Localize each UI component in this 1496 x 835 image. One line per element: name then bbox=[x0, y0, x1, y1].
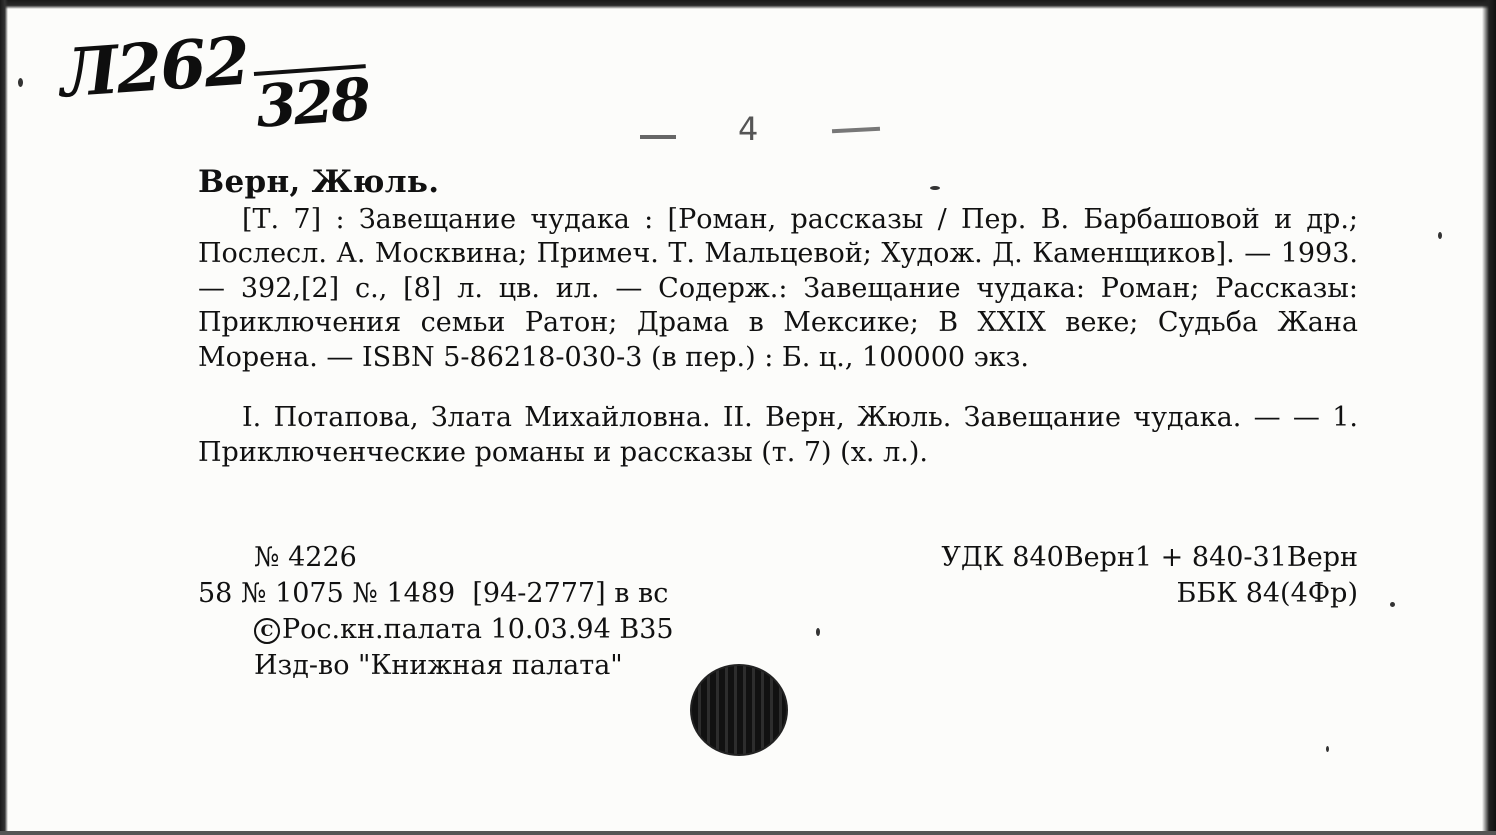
udk-line: УДК 840Верн1 + 840-31Верн bbox=[941, 542, 1358, 573]
card-bottom-edge bbox=[0, 831, 1496, 835]
bbk-line: ББК 84(4Фр) bbox=[1176, 578, 1358, 609]
scan-speck bbox=[18, 78, 23, 87]
card-top-edge bbox=[0, 0, 1496, 9]
card-right-edge bbox=[1482, 0, 1496, 835]
handwritten-shelf-number: 328 bbox=[253, 65, 371, 141]
registry-block bbox=[198, 540, 674, 684]
bibliographic-entry bbox=[198, 165, 1358, 497]
dash-mark bbox=[640, 135, 676, 139]
scan-speck bbox=[930, 186, 940, 190]
scan-speck bbox=[1390, 602, 1395, 607]
description-text: [Т. 7] : Завещание чудака : [Роман, рассказы / Пер. В. Барбашовой и др.; Послесл. А. Москвина; Примеч. Т. Мальцевой; Худож. Д. Каменщиков]. — 1993. — 392,[2] с., [8] л. цв. ил. — Содерж.: Завещание чудака: Роман; Рассказы: Приключения семьи Ратон; Драма в Мексике; В XXIX веке; Судьба Жана Морена. — ISBN 5-86218-030-3 (в пер.) : Б. ц., 100000 экз. bbox=[198, 203, 1358, 373]
chamber-text: Рос.кн.палата 10.03.94 В35 bbox=[282, 614, 674, 645]
card-left-edge bbox=[0, 0, 8, 835]
handwritten-shelf-mark: Л262 bbox=[57, 21, 251, 113]
author-heading: Верн, Жюль. bbox=[198, 164, 440, 200]
punch-hole bbox=[692, 666, 786, 754]
publisher-line: Изд-во "Книжная палата" bbox=[254, 650, 623, 681]
scan-speck bbox=[816, 628, 820, 636]
scan-speck bbox=[1438, 232, 1442, 239]
page-number: 4 bbox=[738, 110, 759, 148]
record-number: № 4226 bbox=[254, 542, 357, 573]
registry-line: 58 № 1075 № 1489 [94-2777] в вс bbox=[198, 578, 669, 609]
tracings-text: I. Потапова, Злата Михайловна. II. Верн, Жюль. Завещание чудака. — — 1. Приключенческие романы и рассказы (т. 7) (х. л.). bbox=[198, 402, 1358, 468]
chamber-line bbox=[198, 612, 674, 648]
copyright-icon: C bbox=[254, 618, 280, 644]
scan-speck bbox=[1326, 746, 1329, 752]
classification-block bbox=[941, 540, 1358, 612]
dash-mark bbox=[832, 127, 880, 134]
